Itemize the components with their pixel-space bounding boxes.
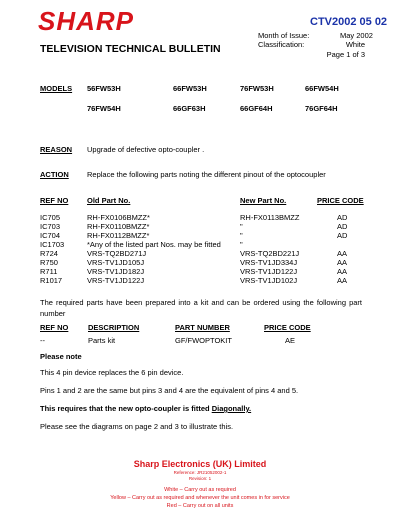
- page-title: TELEVISION TECHNICAL BULLETIN: [40, 43, 221, 55]
- model-cell: 66GF63H: [173, 104, 206, 113]
- kit-col-header-ref: REF NO: [40, 323, 69, 332]
- table-cell: VRS-TV1JD122J: [87, 276, 145, 285]
- table-cell: IC704: [40, 231, 61, 240]
- legend-yellow: Yellow – Carry out as required and whenever the unit comes in for service: [110, 495, 290, 501]
- table-cell: R711: [40, 267, 58, 276]
- kit-cell: Parts kit: [88, 336, 116, 345]
- table-cell: VRS-TV1JD182J: [87, 267, 145, 276]
- notes-heading: Please note: [40, 352, 82, 361]
- legend-red: Red – Carry out on all units: [166, 503, 234, 509]
- model-cell: 66FW53H: [173, 84, 207, 93]
- notes-line-1: This 4 pin device replaces the 6 pin device.: [40, 368, 184, 377]
- action-label: ACTION: [40, 170, 69, 179]
- table-cell: AD: [337, 231, 348, 240]
- table-cell: *Any of the listed part Nos. may be fitted: [87, 240, 221, 249]
- model-cell: 76FW53H: [240, 84, 274, 93]
- month-label: Month of Issue:: [258, 31, 310, 40]
- col-header-new-part: New Part No.: [240, 196, 287, 205]
- table-cell: R1017: [40, 276, 63, 285]
- kit-cell: AE: [285, 336, 296, 345]
- model-cell: 66GF64H: [240, 104, 273, 113]
- kit-cell: GF/FWOPTOKIT: [175, 336, 232, 345]
- action-text: Replace the following parts noting the different pinout of the optocoupler: [87, 170, 326, 179]
- reason-label: REASON: [40, 145, 73, 154]
- kit-col-header-description: DESCRIPTION: [88, 323, 140, 332]
- table-cell: VRS-TV1JD102J: [240, 276, 298, 285]
- kit-col-header-part-number: PART NUMBER: [175, 323, 230, 332]
- table-cell: IC705: [40, 213, 61, 222]
- notes-line-2: Pins 1 and 2 are the same but pins 3 and 4 are the equivalent of pins 4 and 5.: [40, 386, 299, 395]
- model-cell: 56FW53H: [87, 84, 121, 93]
- footer-company: Sharp Electronics (UK) Limited: [133, 459, 267, 469]
- table-cell: VRS-TQ2BD221J: [240, 249, 300, 258]
- footer-reference: Reference: JR21052002-1: [173, 470, 227, 475]
- kit-paragraph: The required parts have been prepared into a kit and can be ordered using the following part number: [40, 298, 362, 318]
- table-cell: RH-FX0106BMZZ*: [87, 213, 150, 222]
- table-cell: R724: [40, 249, 58, 258]
- col-header-old-part: Old Part No.: [87, 196, 131, 205]
- notes-line-3-emphasis: Diagonally.: [211, 404, 252, 413]
- table-cell: VRS-TV1JD122J: [240, 267, 298, 276]
- footer-revision: Revision: 1: [188, 476, 212, 481]
- kit-col-header-price-code: PRICE CODE: [264, 323, 311, 332]
- classification-value: White: [345, 40, 365, 49]
- table-cell: ": [240, 231, 243, 240]
- table-cell: ": [240, 240, 243, 249]
- models-label: MODELS: [40, 84, 73, 93]
- col-header-ref: REF NO: [40, 196, 69, 205]
- table-cell: AA: [337, 267, 348, 276]
- table-cell: RH-FX0110BMZZ*: [87, 222, 150, 231]
- table-cell: AD: [337, 213, 348, 222]
- notes-line-4: Please see the diagrams on page 2 and 3 to illustrate this.: [40, 422, 234, 431]
- table-cell: RH-FX0112BMZZ*: [87, 231, 150, 240]
- table-cell: R750: [40, 258, 58, 267]
- legend-white: White – Carry out as required: [164, 487, 236, 493]
- classification-label: Classification:: [258, 40, 305, 49]
- document-number: CTV2002 05 02: [310, 16, 388, 28]
- table-cell: AA: [337, 258, 348, 267]
- page-number: Page 1 of 3: [326, 50, 365, 59]
- model-cell: 66FW54H: [305, 84, 339, 93]
- notes-line-3-prefix: This requires that the new opto-coupler is fitted: [40, 404, 212, 413]
- col-header-price-code: PRICE CODE: [317, 196, 364, 205]
- table-cell: AA: [337, 276, 348, 285]
- model-cell: 76FW54H: [87, 104, 121, 113]
- month-value: May 2002: [340, 31, 373, 40]
- table-cell: IC1703: [40, 240, 65, 249]
- table-cell: IC703: [40, 222, 61, 231]
- table-cell: AA: [337, 249, 348, 258]
- table-cell: RH-FX0113BMZZ: [240, 213, 300, 222]
- sharp-logo: SHARP: [38, 6, 135, 36]
- table-cell: VRS-TV1JD334J: [240, 258, 298, 267]
- kit-cell: --: [40, 336, 45, 345]
- table-cell: AD: [337, 222, 348, 231]
- table-cell: VRS-TQ2BD271J: [87, 249, 147, 258]
- table-cell: ": [240, 222, 243, 231]
- notes-line-3: [40, 404, 251, 413]
- model-cell: 76GF64H: [305, 104, 338, 113]
- reason-text: Upgrade of defective opto-coupler .: [87, 145, 205, 154]
- table-cell: VRS-TV1JD105J: [87, 258, 145, 267]
